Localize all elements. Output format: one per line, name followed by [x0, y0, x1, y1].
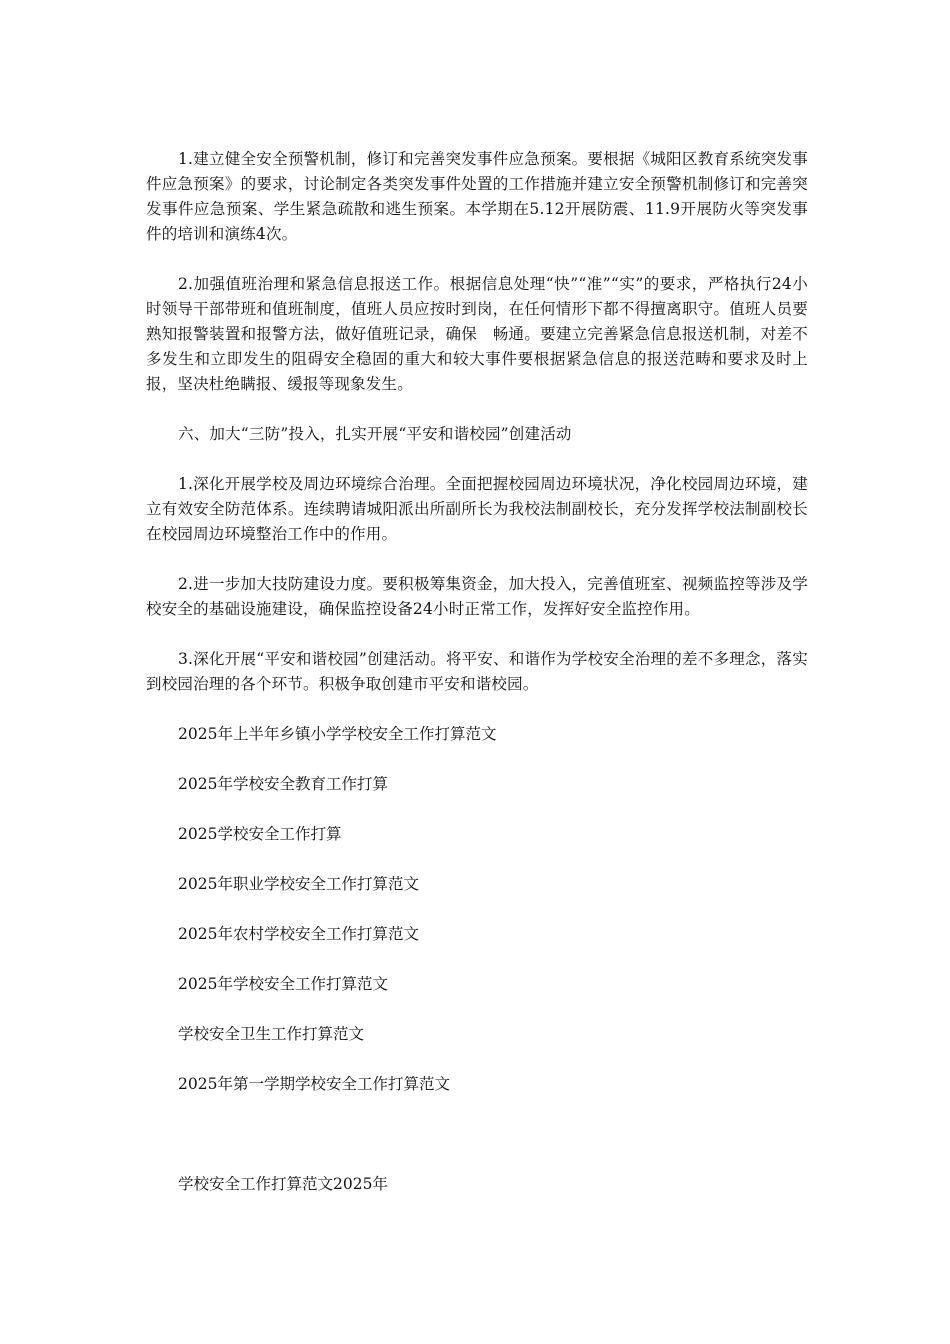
- footer-title: 学校安全工作打算范文2025年: [178, 1175, 388, 1193]
- spacer: [146, 1122, 808, 1172]
- paragraph-duty-reporting: 2.加强值班治理和紧急信息报送工作。根据信息处理“快”“准”“实”的要求，严格执行24小时领导干部带班和值班制度，值班人员应按时到岗，在任何情形下都不得擅离职守。值班人员要熟知报警装置和报警方法，做好值班记录，确保 畅通。要建立完善紧急信息报送机制，对差不多发生和立即发生的阻碍安全稳固的重大和较大事件要根据紧急信息的报送范畴和要求及时上报，坚决杜绝瞒报、缓报等现象发生。: [146, 275, 808, 393]
- related-link[interactable]: 2025学校安全工作打算: [178, 825, 342, 843]
- paragraph-tech-defense: 2.进一步加大技防建设力度。要积极筹集资金，加大投入，完善值班室、视频监控等涉及学校安全的基础设施建设，确保监控设备24小时正常工作，发挥好安全监控作用。: [146, 575, 808, 618]
- related-link[interactable]: 2025年上半年乡镇小学学校安全工作打算范文: [178, 725, 497, 743]
- paragraph-early-warning: 1.建立健全安全预警机制，修订和完善突发事件应急预案。要根据《城阳区教育系统突发事件应急预案》的要求，讨论制定各类突发事件处置的工作措施并建立安全预警机制修订和完善突发事件应急预案、学生紧急疏散和逃生预案。本学期在5.12开展防震、11.9开展防火等突发事件的培训和演练4次。: [146, 150, 808, 243]
- section-heading-six: 六、加大“三防”投入，扎实开展“平安和谐校园”创建活动: [178, 425, 572, 443]
- related-link[interactable]: 学校安全卫生工作打算范文: [178, 1025, 365, 1043]
- paragraph-harmonious-campus: 3.深化开展“平安和谐校园”创建活动。将平安、和谐作为学校安全治理的差不多理念，落实到校园治理的各个环节。积极争取创建市平安和谐校园。: [146, 650, 808, 693]
- related-link[interactable]: 2025年第一学期学校安全工作打算范文: [178, 1075, 450, 1093]
- related-link[interactable]: 2025年学校安全教育工作打算: [178, 775, 388, 793]
- paragraph-campus-environment: 1.深化开展学校及周边环境综合治理。全面把握校园周边环境状况，净化校园周边环境，建立有效安全防范体系。连续聘请城阳派出所副所长为我校法制副校长，充分发挥学校法制副校长在校园周边环境整治工作中的作用。: [146, 475, 808, 543]
- related-link[interactable]: 2025年农村学校安全工作打算范文: [178, 925, 419, 943]
- related-link[interactable]: 2025年学校安全工作打算范文: [178, 975, 388, 993]
- related-links-list: [146, 722, 808, 1097]
- document-page: [146, 147, 808, 1197]
- related-link[interactable]: 2025年职业学校安全工作打算范文: [178, 875, 419, 893]
